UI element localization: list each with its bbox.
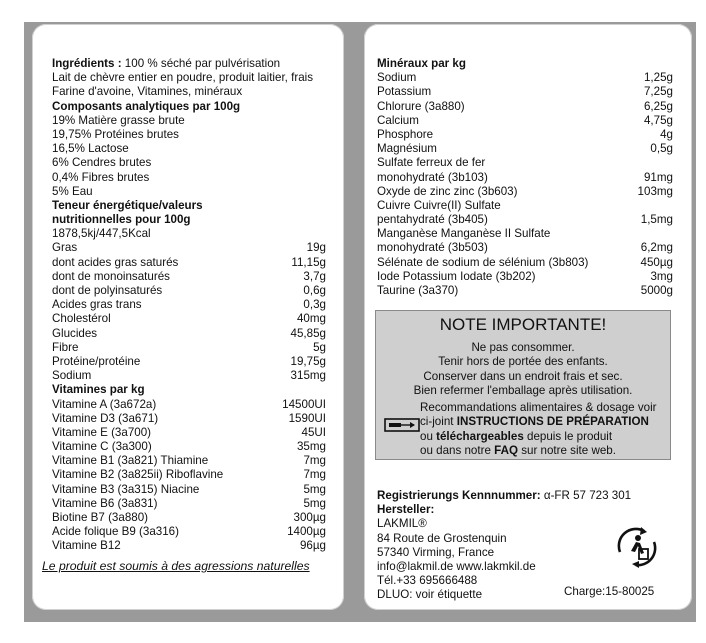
analytic-lines [52,114,326,199]
mineral-row [377,114,673,128]
manufacturer-line: info@lakmil.de www.lakmkil.de [377,560,536,574]
nutrition-row-label: Sodium [52,369,92,383]
mineral-row-label: monohydraté (3b103) [377,170,488,184]
registration-row [377,489,677,503]
mineral-row-label: Sulfate ferreux de fer [377,156,486,170]
mineral-row [377,156,673,170]
page-top-margin [0,0,706,22]
vitamin-row-value: 96µg [299,539,326,553]
important-note-box [375,310,671,460]
manufacturer-line: 84 Route de Grostenquin [377,531,507,545]
manufacturer-heading: Hersteller: [377,503,435,517]
rec-4-pre: ou dans notre [420,444,495,458]
left-label-panel [32,24,344,610]
nutrition-row [52,312,326,326]
mineral-row [377,128,673,142]
nutrition-row [52,256,326,270]
nutrition-row-label: Gras [52,241,78,255]
nutrition-row-value: 0,3g [303,298,326,312]
nutrition-row-label: Fibre [52,340,79,354]
mineral-row-label: Chlorure (3a880) [377,99,465,113]
mineral-row-label: Iode Potassium Iodate (3b202) [377,269,536,283]
ingredients-lines [52,71,326,99]
vitamin-row [52,426,326,440]
note-title: NOTE IMPORTANTE! [439,315,607,334]
nutrition-row-value: 3,7g [303,269,326,283]
mineral-row-value: 1,25g [643,71,673,85]
mineral-row [377,142,673,156]
vitamin-row [52,398,326,412]
rec-line-4 [420,444,670,458]
nutrition-row-value: 19,75g [290,354,326,368]
vitamin-row-label: Vitamine D3 (3a671) [52,411,159,425]
nutrition-row-label: Cholestérol [52,312,111,326]
nutrition-row [52,298,326,312]
mineral-row-value: 0,5g [650,142,673,156]
nutrition-row-value: 0,6g [303,284,326,297]
nutrition-row [52,369,326,383]
ingredients-text: 100 % séché par pulvérisation [121,57,281,70]
vitamin-row [52,412,326,426]
left-content [52,57,326,554]
mineral-row-value: 6,2mg [640,241,673,255]
analytic-line: 6% Cendres brutes [52,156,152,170]
vitamin-row-value: 5mg [303,482,326,496]
mineral-row-value: 1,5mg [640,213,673,227]
vitamin-row-label: Vitamine B3 (3a315) Niacine [52,482,200,496]
rec-4-bold: FAQ [494,444,518,458]
page-bottom-margin [0,622,706,643]
minerals-table [377,71,673,298]
minerals-heading: Minéraux par kg [377,57,466,70]
mineral-row [377,85,673,99]
note-line: Conserver dans un endroit frais et sec. [423,369,623,383]
mineral-row-value: 6,25g [643,99,673,113]
nutrition-row-value: 315mg [290,369,326,383]
mineral-row-label: Magnésium [377,142,437,156]
vitamin-row [52,525,326,539]
mineral-row [377,100,673,114]
ingredients-heading: Ingrédients : [52,57,122,70]
mineral-row-label: Calcium [377,113,419,127]
mineral-row-label: monohydraté (3b503) [377,241,488,255]
nutrition-row [52,284,326,298]
mineral-row-label: Phosphore [377,127,434,141]
vitamin-row [52,497,326,511]
vitamin-row [52,454,326,468]
energy-heading-2: nutritionnelles pour 100g [52,213,191,227]
mineral-row [377,199,673,213]
nutrition-row-value: 5g [313,340,326,354]
vitamin-row-label: Vitamine A (3a672a) [52,397,157,411]
energy-value: 1878,5kj/447,5Kcal [52,227,151,241]
analytic-line: 0,4% Fibres brutes [52,170,150,184]
nutrition-row [52,327,326,341]
rec-2-bold: INSTRUCTIONS DE PRÉPARATION [456,415,649,429]
vitamin-row-label: Vitamine B6 (3a831) [52,496,158,510]
vitamin-row-label: Vitamine E (3a700) [52,425,152,439]
mineral-row [377,227,673,241]
footnote: Le produit est soumis à des agressions naturelles [42,559,310,573]
mineral-row-value: 5000g [640,284,673,297]
vitamin-row-value: 1400µg [287,525,326,539]
mineral-row [377,71,673,85]
page-right-margin [696,22,706,622]
mineral-row-value: 4g [660,127,673,141]
mineral-row [377,270,673,284]
mineral-row-value: 450µg [640,255,673,269]
energy-heading-1: Teneur énergétique/valeurs [52,198,203,212]
mineral-row [377,185,673,199]
nutrition-row-label: Protéine/protéine [52,354,141,368]
vitamins-heading: Vitamines par kg [52,383,145,397]
rec-2-pre: ci-joint [420,415,457,429]
note-lines [376,341,670,399]
vitamin-row [52,511,326,525]
mineral-row [377,171,673,185]
mineral-row-value: 7,25g [643,85,673,99]
manufacturer-line: LAKMIL® [377,517,427,531]
nutrition-row-value: 19g [306,241,326,255]
vitamin-row-label: Vitamine B2 (3a825ii) Riboflavine [52,468,224,482]
rec-4-post: sur notre site web. [517,444,616,458]
nutrition-row-label: Acides gras trans [52,298,142,312]
nutrition-row [52,241,326,255]
nutrition-table [52,241,326,383]
analytic-heading: Composants analytiques par 100g [52,99,241,113]
rec-line-1: Recommandations alimentaires & dosage voir [420,401,657,414]
vitamin-row-value: 35mg [296,440,326,454]
note-line: Ne pas consommer. [471,341,575,354]
nutrition-row [52,355,326,369]
mineral-row-label: Sodium [377,71,417,85]
mineral-row-label: Sélénate de sodium de sélénium (3b803) [377,255,589,269]
note-line: Tenir hors de portée des enfants. [438,355,608,369]
mineral-row [377,256,673,270]
vitamins-table [52,398,326,554]
vitamin-row [52,440,326,454]
manufacturer-line: 57340 Virming, France [377,545,495,559]
mineral-row [377,241,673,255]
vitamin-row-label: Acide folique B9 (3a316) [52,525,179,539]
nutrition-row-label: Glucides [52,326,98,340]
mineral-row-label: Oxyde de zinc zinc (3b603) [377,184,518,198]
nutrition-row [52,270,326,284]
rec-3-pre: ou [420,429,437,443]
nutrition-row-value: 45,85g [290,326,326,340]
mineral-row-label: pentahydraté (3b405) [377,213,488,227]
vitamin-row-value: 14500UI [282,397,326,411]
vitamin-row-label: Vitamine B1 (3a821) Thiamine [52,454,209,468]
mineral-row [377,213,673,227]
manufacturer-line: DLUO: voir étiquette [377,588,483,602]
vitamin-row-label: Vitamine B12 [52,539,121,553]
manufacturer-line: Tél.+33 695666488 [377,574,478,588]
nutrition-row-label: dont acides gras saturés [52,255,179,269]
ingredients-line: Farine d'avoine, Vitamines, minéraux [52,85,243,99]
vitamin-row-value: 5mg [303,496,326,510]
vitamin-row [52,539,326,553]
analytic-line: 19% Matière grasse brute [52,113,185,127]
vitamin-row-value: 300µg [293,511,326,524]
vitamin-row-value: 1590UI [288,411,326,425]
vitamin-row-label: Biotine B7 (3a880) [52,511,149,524]
ingredients-row [52,57,326,71]
arrow-box-icon [384,417,420,433]
rec-line-3 [420,430,670,444]
nutrition-row [52,341,326,355]
rec-line-2 [420,415,670,429]
analytic-line: 5% Eau [52,184,93,198]
ingredients-line: Lait de chèvre entier en poudre, produit laitier, frais [52,71,314,85]
vitamin-row [52,483,326,497]
mineral-row-label: Cuivre Cuivre(II) Sulfate [377,198,501,212]
nutrition-row-value: 11,15g [291,255,326,269]
nutrition-row-value: 40mg [296,312,326,326]
charge-number: Charge:15-80025 [564,585,655,598]
right-content [377,57,673,298]
vitamin-row-value: 7mg [303,454,326,468]
right-label-panel [364,24,692,610]
analytic-line: 19,75% Protéines brutes [52,127,179,141]
analytic-line: 16,5% Lactose [52,142,129,156]
mineral-row-value: 91mg [643,170,673,184]
mineral-row-label: Manganèse Manganèse II Sulfate [377,227,551,241]
mineral-row [377,284,673,298]
mineral-row-value: 3mg [650,269,673,283]
mineral-row-value: 4,75g [643,113,673,127]
registration-label: Registrierungs Kennnummer: [377,489,541,502]
mineral-row-label: Taurine (3a370) [377,284,459,297]
note-line: Bien refermer l'emballage après utilisation. [413,384,633,398]
recycle-tidyman-icon [614,524,660,570]
note-recommendations [420,401,670,459]
nutrition-row-label: dont de monoinsaturés [52,269,170,283]
vitamin-row-value: 45UI [301,425,326,439]
vitamin-row-label: Vitamine C (3a300) [52,440,152,454]
mineral-row-label: Potassium [377,85,432,99]
mineral-row-value: 103mg [637,184,673,198]
registration-value: α-FR 57 723 301 [540,489,632,502]
vitamin-row-value: 7mg [303,468,326,482]
page-left-margin [0,22,24,622]
vitamin-row [52,468,326,482]
rec-3-bold: téléchargeables [436,429,524,443]
rec-3-post: depuis le produit [523,429,613,443]
nutrition-row-label: dont de polyinsaturés [52,284,163,297]
